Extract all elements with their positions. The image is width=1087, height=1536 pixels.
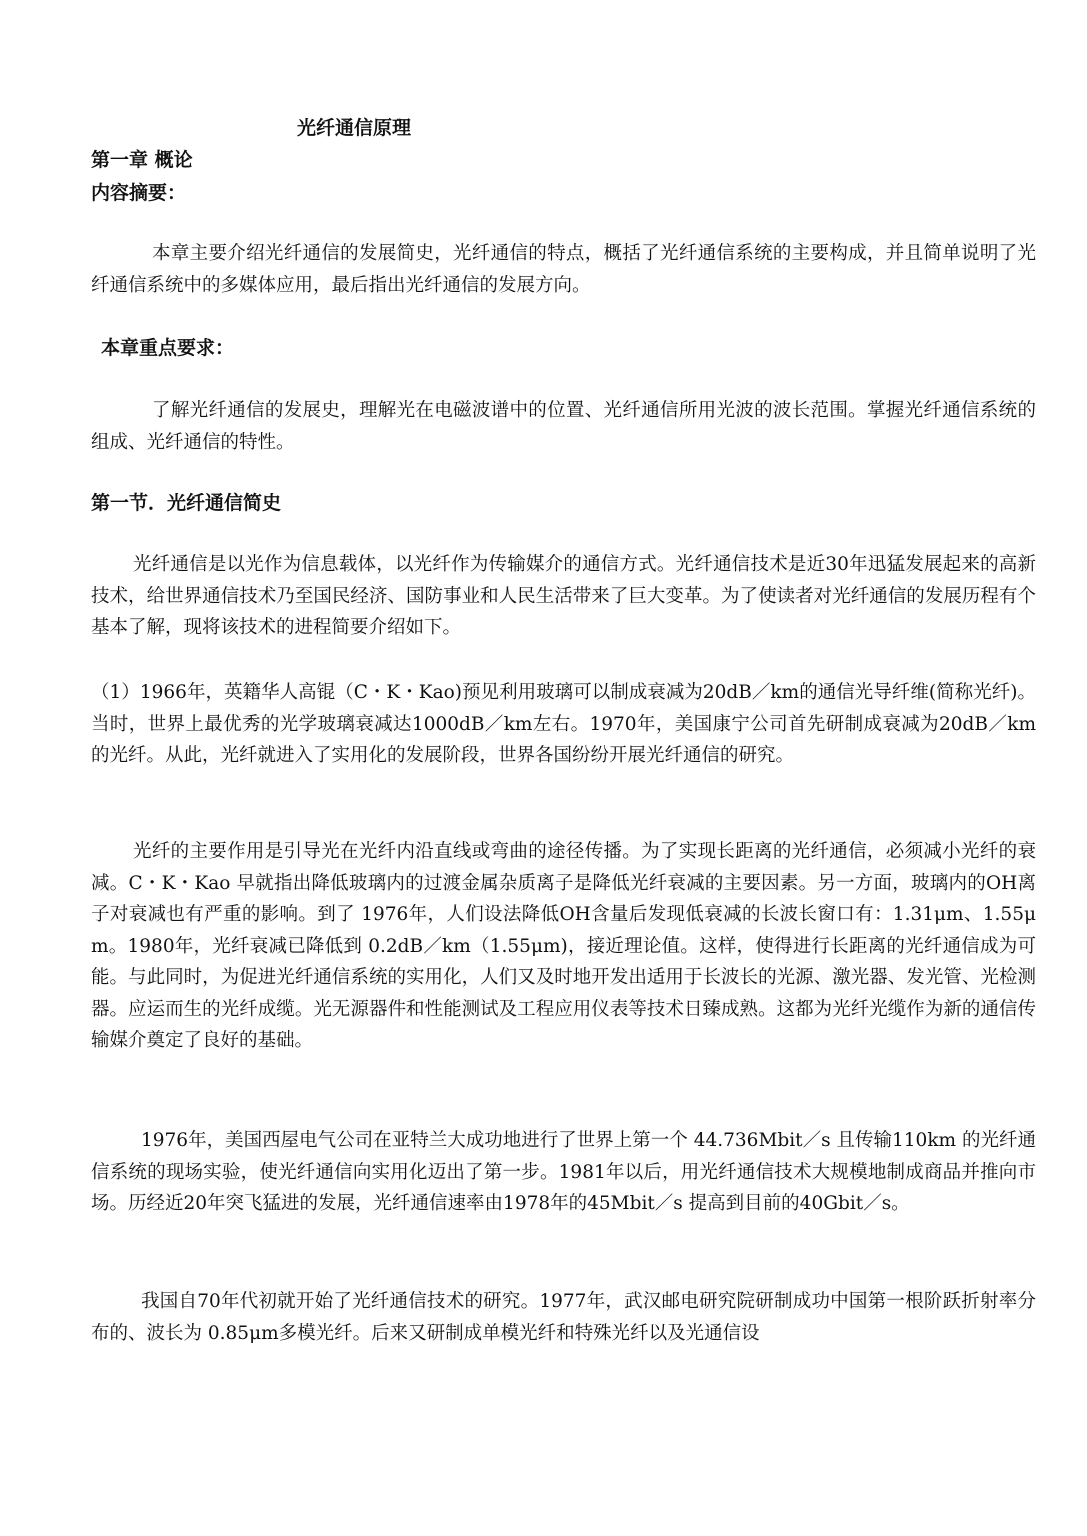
requirements-paragraph: 了解光纤通信的发展史，理解光在电磁波谱中的位置、光纤通信所用光波的波长范围。掌握光纤通信系统的组成、光纤通信的特性。 (91, 400, 1036, 453)
body-paragraph: 光纤通信是以光作为信息载体，以光纤作为传输媒介的通信方式。光纤通信技术是近30年迅猛发展起来的高新技术，给世界通信技术乃至国民经济、国防事业和人民生活带来了巨大变革。为了使读者对光纤通信的发展历程有个基本了解，现将该技术的进程简要介绍如下。 (91, 554, 1036, 638)
body-paragraph: 我国自70年代初就开始了光纤通信技术的研究。1977年，武汉邮电研究院研制成功中国第一根阶跃折射率分布的、波长为 0.85μm多模光纤。后来又研制成单模光纤和特殊光纤以及光通信设 (91, 1291, 1036, 1344)
body-paragraph: 光纤的主要作用是引导光在光纤内沿直线或弯曲的途径传播。为了实现长距离的光纤通信，必须减小光纤的衰减。C・K・Kao 早就指出降低玻璃内的过渡金属杂质离子是降低光纤衰减的主要因素。另一方面，玻璃内的OH离子对衰减也有严重的影响。到了 1976年，人们设法降低OH含量后发现低衰减的长波长窗口有：1.31μm、1.55μm。1980年，光纤衰减已降低到 0.2dB／km（1.55μm)，接近理论值。这样，使得进行长距离的光纤通信成为可能。与此同时，为促进光纤通信系统的实用化，人们又及时地开发出适用于长波长的光源、激光器、发光管、光检测器。应运而生的光纤成缆。光无源器件和性能测试及工程应用仪表等技术日臻成熟。这都为光纤光缆作为新的通信传输媒介奠定了良好的基础。 (91, 841, 1036, 1051)
summary-paragraph: 本章主要介绍光纤通信的发展简史，光纤通信的特点，概括了光纤通信系统的主要构成，并且简单说明了光纤通信系统中的多媒体应用，最后指出光纤通信的发展方向。 (91, 243, 1036, 296)
body-paragraph: 1976年，美国西屋电气公司在亚特兰大成功地进行了世界上第一个 44.736Mbit／s 且传输110km 的光纤通信系统的现场实验，使光纤通信向实用化迈出了第一步。1981年以后，用光纤通信技术大规模地制成商品并推向市场。历经近20年突飞猛进的发展，光纤通信速率由1978年的45Mbit／s 提高到目前的40Gbit／s。 (91, 1130, 1036, 1214)
document-title: 光纤通信原理 (297, 117, 412, 139)
requirements-label: 本章重点要求： (101, 337, 235, 359)
section-heading: 第一节．光纤通信简史 (91, 492, 282, 514)
summary-label: 内容摘要： (91, 182, 187, 204)
chapter-heading: 第一章 概论 (91, 149, 193, 171)
body-paragraph: （1）1966年，英籍华人高锟（C・K・Kao)预见利用玻璃可以制成衰减为20dB／km的通信光导纤维(简称光纤)。当时，世界上最优秀的光学玻璃衰减达1000dB／km左右。1970年，美国康宁公司首先研制成衰减为20dB／km 的光纤。从此，光纤就进入了实用化的发展阶段，世界各国纷纷开展光纤通信的研究。 (91, 682, 1036, 766)
